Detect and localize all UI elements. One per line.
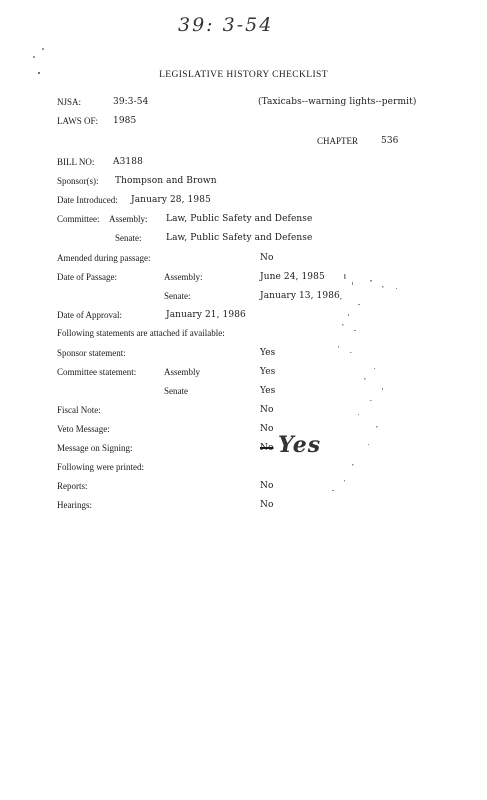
passage-assembly-label: Assembly: [164,272,203,282]
scan-noise [330,268,420,508]
njsa-label: NJSA: [57,97,82,107]
date-introduced-label: Date Introduced: [57,195,118,205]
passage-senate-value: January 13, 1986 [260,291,340,301]
approval-label: Date of Approval: [57,310,122,320]
page-title: LEGISLATIVE HISTORY CHECKLIST [159,70,328,80]
chapter-label: CHAPTER [317,136,359,146]
passage-label: Date of Passage: [57,272,117,282]
laws-of-value: 1985 [113,116,137,126]
chapter-value: 536 [381,136,399,146]
committee-assembly-label: Assembly: [109,214,148,224]
sponsor-statement-label: Sponsor statement: [57,348,126,358]
message-on-signing-handwritten-value: Yes [278,432,322,458]
fiscal-note-value: No [260,405,274,415]
hearings-value: No [260,500,274,510]
scan-speck [42,48,44,50]
sponsors-value: Thompson and Brown [115,176,217,186]
amended-value: No [260,253,274,263]
veto-message-value: No [260,424,274,434]
date-introduced-value: January 28, 1985 [131,195,211,205]
passage-assembly-value: June 24, 1985 [260,272,325,282]
bill-no-label: BILL NO: [57,157,95,167]
message-on-signing-label: Message on Signing: [57,443,133,453]
bill-no-value: A3188 [113,157,143,167]
committee-statement-label: Committee statement: [57,367,137,377]
scan-speck [33,56,35,58]
laws-of-label: LAWS OF: [57,116,99,126]
hearings-label: Hearings: [57,500,92,510]
committee-statement-senate-value: Yes [260,386,276,396]
njsa-subject: (Taxicabs--warning lights--permit) [258,97,417,107]
reports-label: Reports: [57,481,88,491]
committee-statement-assembly-label: Assembly [164,367,200,377]
passage-senate-label: Senate: [164,291,191,301]
committee-assembly-value: Law, Public Safety and Defense [166,214,313,224]
following-statements-heading: Following statements are attached if available: [57,328,225,338]
approval-value: January 21, 1986 [166,310,246,320]
committee-statement-senate-label: Senate [164,386,188,396]
fiscal-note-label: Fiscal Note: [57,405,101,415]
following-printed-heading: Following were printed: [57,462,144,472]
message-on-signing-struck-value: No [260,443,274,453]
njsa-value: 39:3-54 [113,97,149,107]
committee-label: Committee: [57,214,100,224]
reports-value: No [260,481,274,491]
handwritten-note: 39: 3-54 [178,14,274,36]
sponsors-label: Sponsor(s): [57,176,99,186]
committee-senate-value: Law, Public Safety and Defense [166,233,313,243]
committee-senate-label: Senate: [115,233,142,243]
committee-statement-assembly-value: Yes [260,367,276,377]
sponsor-statement-value: Yes [260,348,276,358]
veto-message-label: Veto Message: [57,424,110,434]
amended-label: Amended during passage: [57,253,151,263]
